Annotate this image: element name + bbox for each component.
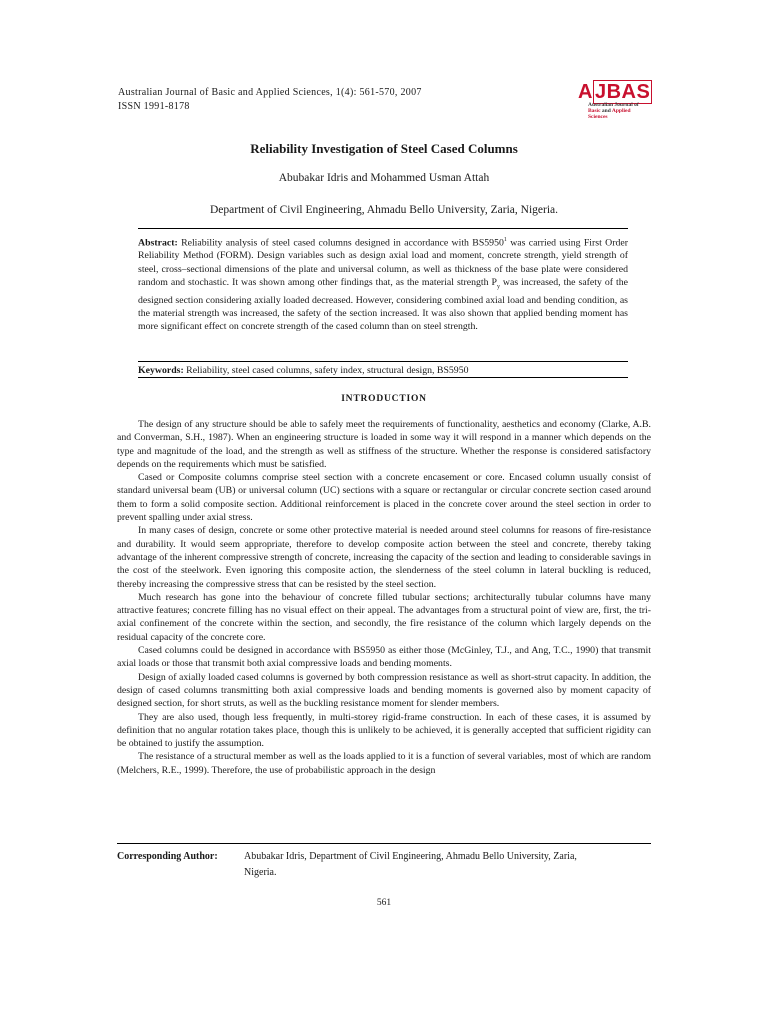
paragraph: Cased or Composite columns comprise steel section with a concrete encasement or core. Encased column usually consist of standard universal beam (UB) or universal column (UC) sections with a square or rectangular or circular concrete section cased around them to form a solid composite section. Additional reinforcement is placed in the concrete cover around the steel section in order to prevent spalling under axial stress. bbox=[117, 472, 651, 524]
paragraph: The resistance of a structural member as well as the loads applied to it is a function of several variables, most of which are random (Melchers, R.E., 1999). Therefore, the use of probabilistic approach in the design bbox=[117, 751, 651, 776]
abstract-top-rule bbox=[138, 228, 628, 229]
logo-letter: A bbox=[578, 81, 593, 103]
paper-title: Reliability Investigation of Steel Cased Columns bbox=[250, 141, 518, 156]
keywords-bottom-rule bbox=[138, 377, 628, 378]
paragraph: Cased columns could be designed in accordance with BS5950 as either those (McGinley, T.J., and Ang, T.C., 1990) that transmit axial loads or those that transmit both axial compressive loads and bending moments. bbox=[117, 645, 651, 670]
paragraph: Design of axially loaded cased columns is governed by both compression resistance as well as short-strut capacity. In addition, the design of cased columns transmitting both axial compressive loads and bending moments is governed also by moment capacity of designed section, for short struts, as well as the buckling resistance moment for slender members. bbox=[117, 671, 651, 710]
logo-subtitle-line2: Basic and Applied Sciences bbox=[588, 108, 631, 120]
abstract: Abstract: Reliability analysis of steel cased columns designed in accordance with BS5950$^1$ was carried using First Order Reliability Method (FORM). Design variables such as design axial load and moment, concrete strength, yield strength of steel, cross–sectional dimensions of the plate and universal column, as well as thickness of the base plate were considered random and stochastic. It was shown among other findings that, as the material strength $P_y$ was increased, the safety of the designed section considering axially loaded decreased. However, considering combined axial load and bending condition, as the material strength was increased, the safety of the section increased. It was also shown that applied bending moment has more significant effect on concrete strength of the cased column than on steel strength. bbox=[138, 237, 629, 333]
journal-citation: Australian Journal of Basic and Applied Sciences, 1(4): 561-570, 2007 bbox=[118, 87, 422, 98]
paragraph: In many cases of design, concrete or some other protective material is needed around steel columns for reasons of fire-resistance and durability. It would seem appropriate, therefore to develop composite action between the steel and concrete, thereby taking advantage of the inherent compressive strength of concrete, increasing the capacity of the section and leading to considerable savings in the cost of the steelwork. Even ignoring this composite action, the slenderness of the steel column in lateral buckling is reduced, thereby increasing the compressive stress that can be resisted by the steel section. bbox=[117, 525, 651, 590]
corresponding-address: Abubakar Idris, Department of Civil Engineering, Ahmadu Bello University, Zaria, bbox=[244, 851, 577, 862]
corresponding-line1 bbox=[117, 849, 651, 865]
keywords-text: Reliability, steel cased columns, safety index, structural design, BS5950 bbox=[186, 365, 469, 376]
corresponding-line2: Nigeria. bbox=[244, 867, 277, 878]
issn: ISSN 1991-8178 bbox=[118, 101, 190, 112]
page-number: 561 bbox=[376, 898, 392, 908]
logo-subtitle-line1: Australian Journal of bbox=[588, 102, 639, 108]
keywords bbox=[138, 365, 628, 376]
logo-subtitle bbox=[588, 102, 650, 120]
paragraph: They are also used, though less frequently, in multi-storey rigid-frame construction. In each of these cases, it is assumed by definition that no angular rotation takes place, though this is unlikely to be achieved, it is generally accepted that sufficient rigidity can be obtained to justify the assumption. bbox=[117, 711, 651, 750]
footnote-rule bbox=[117, 843, 651, 844]
introduction-body bbox=[117, 418, 651, 777]
corresponding-label: Corresponding Author: bbox=[117, 851, 218, 862]
paragraph: The design of any structure should be able to safely meet the requirements of functionality, aesthetics and economy (Clarke, A.B. and Converman, S.H., 1987). When an engineering structure is loaded in some way it will respond in a manner which depends on the type and magnitude of the load, and the strength as well as stiffness of the structure. Whether the response is considered satisfactory depends on the requirements which must be satisfied. bbox=[117, 419, 651, 470]
section-heading-introduction: INTRODUCTION bbox=[341, 394, 427, 404]
author-affiliation: Department of Civil Engineering, Ahmadu Bello University, Zaria, Nigeria. bbox=[210, 204, 558, 216]
keywords-top-rule bbox=[138, 361, 628, 362]
keywords-label: Keywords: bbox=[138, 365, 184, 376]
paper-authors: Abubakar Idris and Mohammed Usman Attah bbox=[278, 172, 490, 184]
logo-box-letters: JBAS bbox=[594, 81, 651, 103]
abstract-label: Abstract: bbox=[138, 237, 178, 249]
paragraph: Much research has gone into the behaviour of concrete filled tubular sections; architecturally tubular columns have many attractive features; concrete filling has no visual effect on their appeal. The advantages from a structural point of view are, first, the tri-axial confinement of the concrete within the section, and secondly, the fire resistance of the column which largely depends on the residual capacity of the concrete core. bbox=[117, 591, 651, 643]
journal-logo bbox=[578, 82, 650, 118]
logo-mark bbox=[578, 82, 650, 102]
corresponding-author bbox=[117, 849, 651, 881]
